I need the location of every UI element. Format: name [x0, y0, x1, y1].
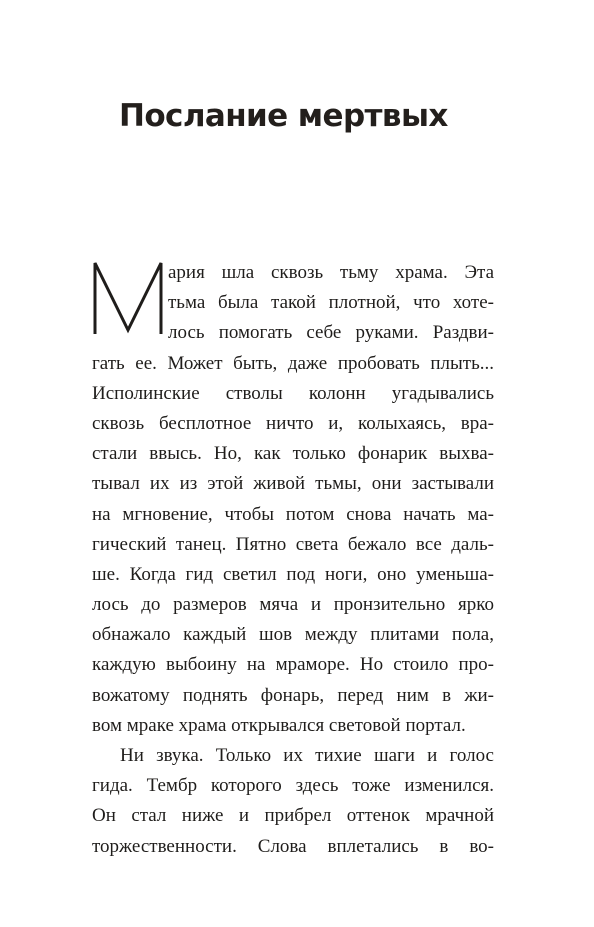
text-line: вожатому поднять фонарь, перед ним в жи-	[92, 684, 494, 706]
chapter-title: Послание мертвых	[119, 98, 448, 134]
text-line: лось до размеров мяча и пронзительно ярко	[92, 594, 494, 616]
text-line: ше. Когда гид светил под ноги, оно уменьша-	[92, 563, 494, 585]
text-line: Ни звука. Только их тихие шаги и голос	[120, 745, 494, 766]
text-line: вом мраке храма открывался световой портал.	[92, 714, 466, 736]
paragraph-2	[92, 741, 494, 862]
text-line: гический танец. Пятно света бежало все даль-	[92, 533, 494, 555]
text-line: обнажало каждый шов между плитами пола,	[92, 624, 494, 646]
text-line: Он стал ниже и прибрел оттенок мрачной	[92, 805, 494, 827]
text-line: тьма была такой плотной, что хоте-	[168, 292, 494, 314]
body-text	[92, 258, 494, 862]
text-line: ария шла сквозь тьму храма. Эта	[168, 262, 494, 283]
text-line: стали ввысь. Но, как только фонарик выхва-	[92, 443, 494, 465]
text-line: на мгновение, чтобы потом снова начать ма-	[92, 503, 494, 525]
text-line: Исполинские стволы колонн угадывались	[92, 382, 494, 404]
text-line: гать ее. Может быть, даже пробовать плыть...	[92, 352, 494, 374]
text-line: тывал их из этой живой тьмы, они застывали	[92, 473, 494, 495]
text-line: лось помогать себе руками. Раздви-	[168, 322, 494, 344]
text-line: каждую выбоину на мраморе. Но стоило про-	[92, 654, 494, 676]
paragraph-1	[92, 258, 494, 741]
text-line: сквозь бесплотное ничто и, колыхаясь, вра-	[92, 412, 494, 434]
text-line: гида. Тембр которого здесь тоже изменился.	[92, 775, 494, 797]
text-line: торжественности. Слова вплетались в во-	[92, 835, 494, 857]
